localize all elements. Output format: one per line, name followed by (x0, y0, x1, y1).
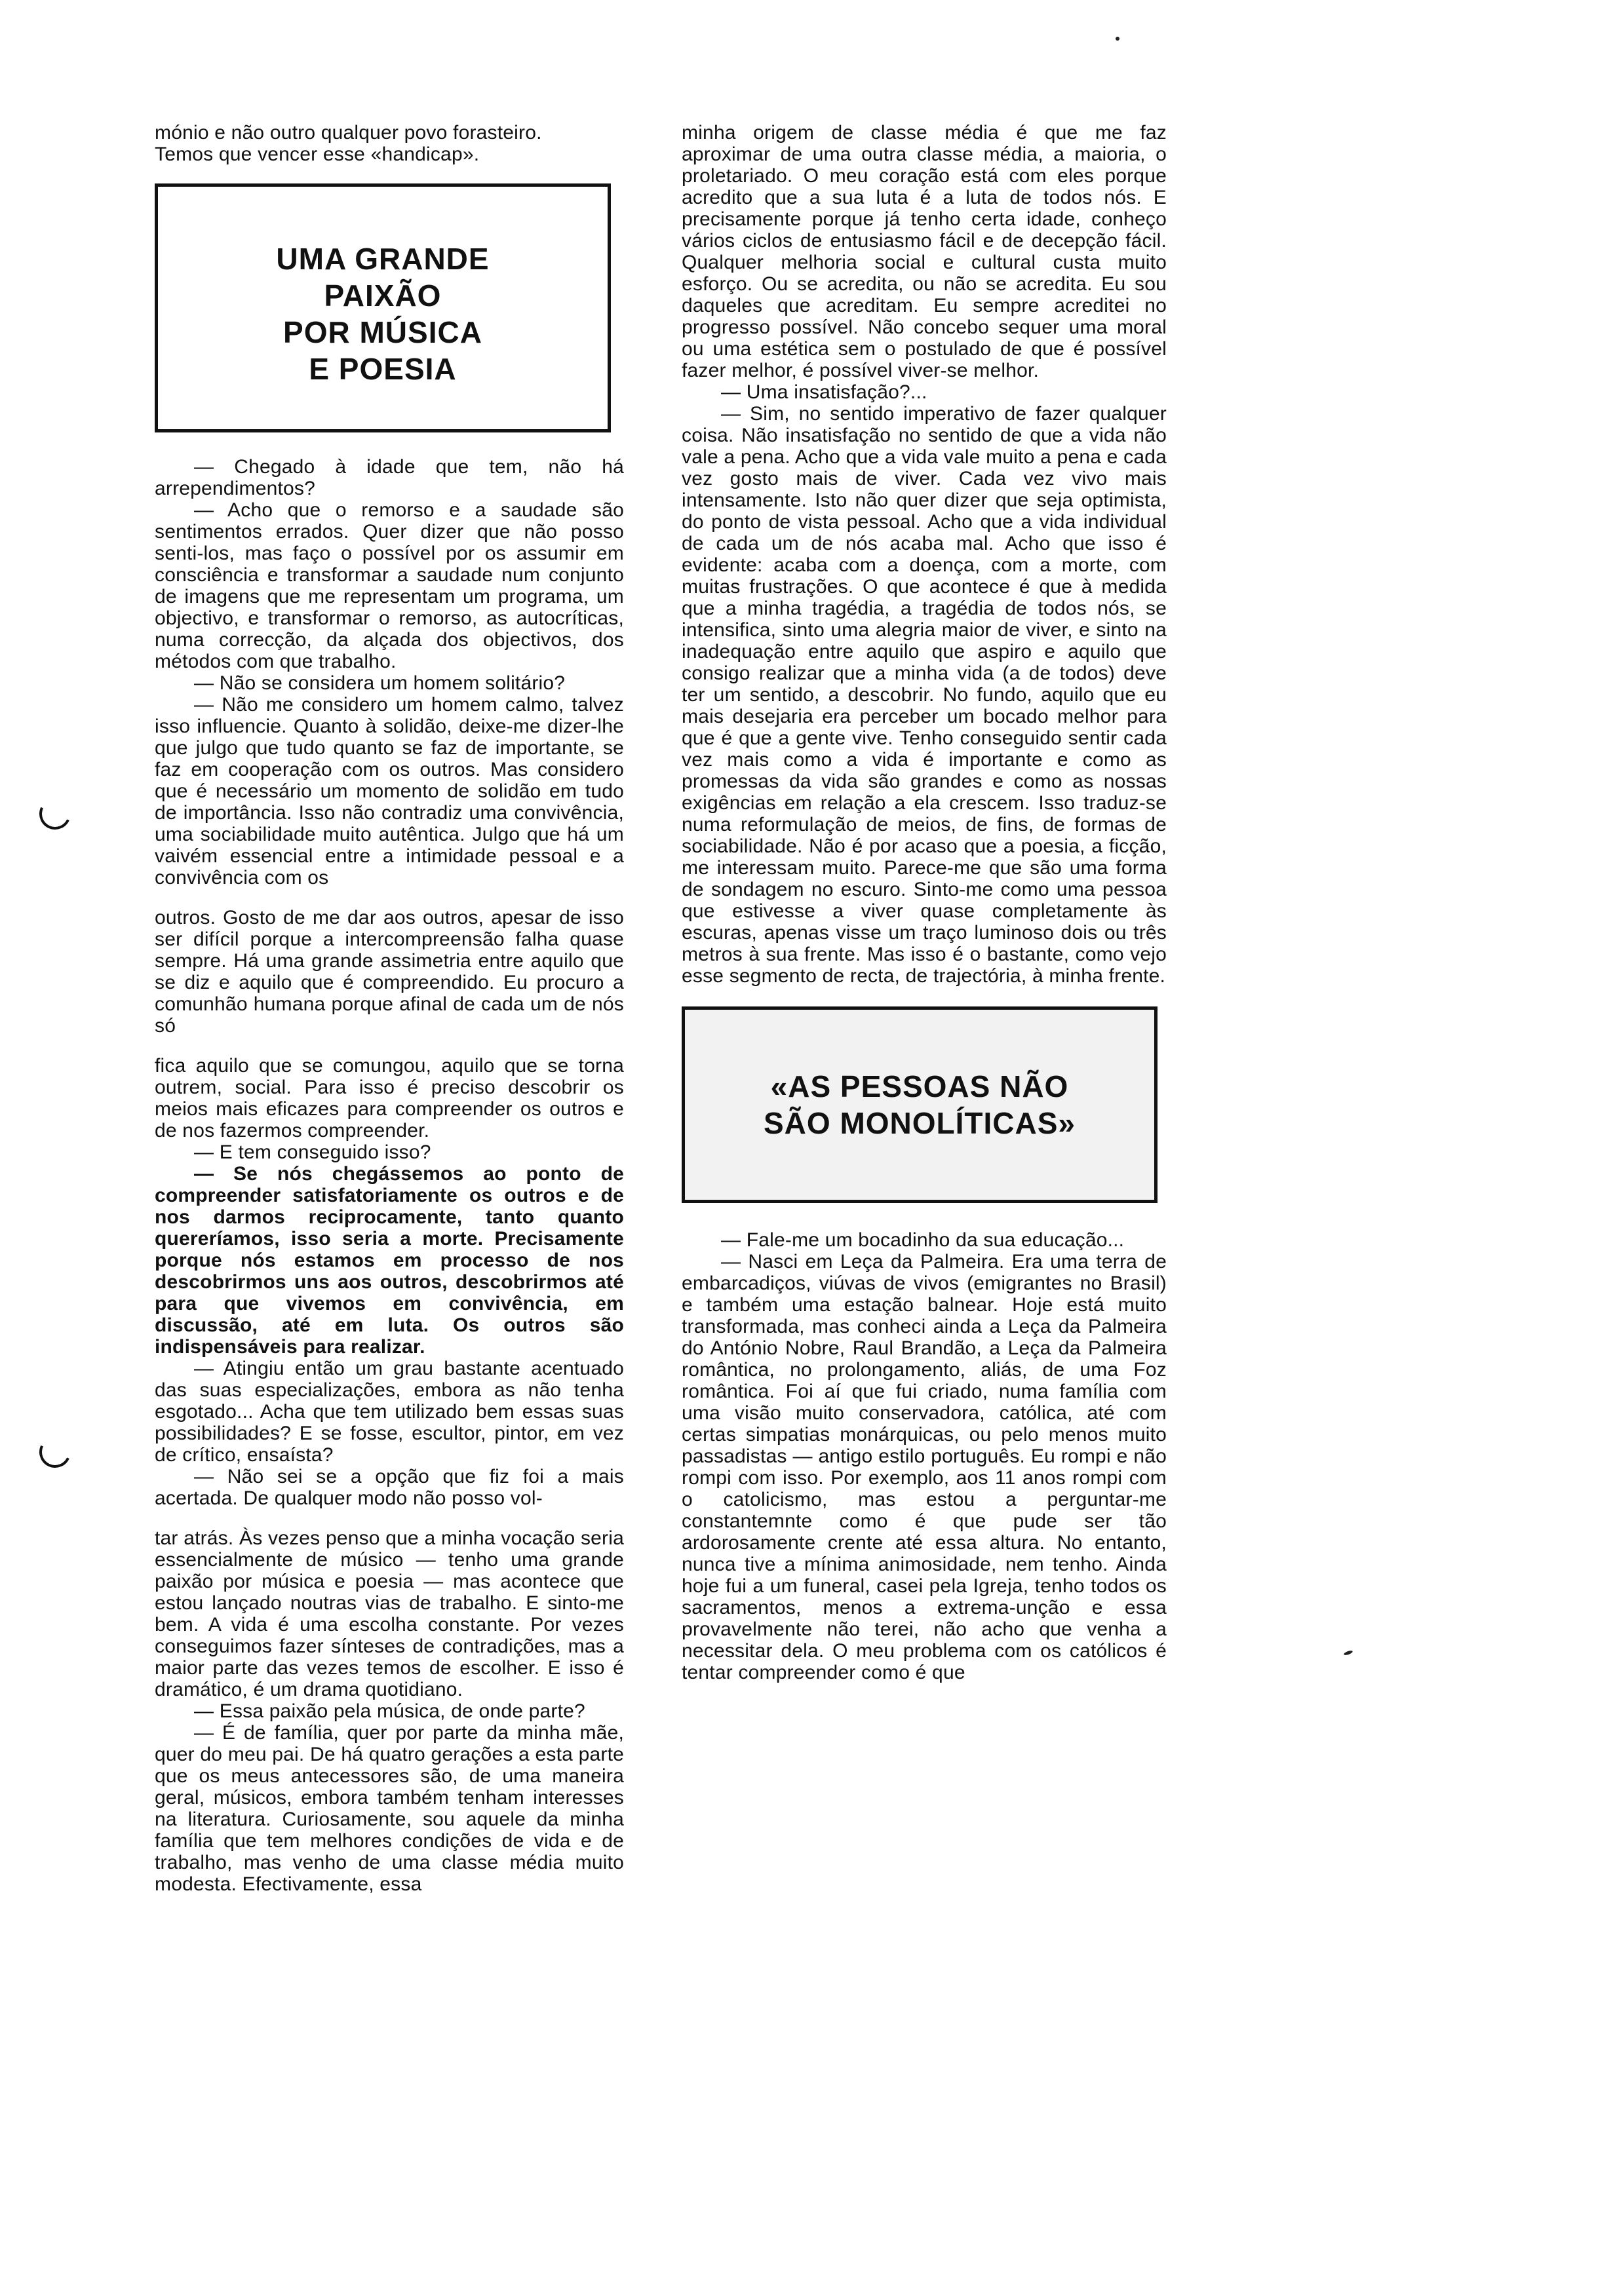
article-paragraph: — Nasci em Leça da Palmeira. Era uma terra de embarcadiços, viúvas de vivos (emigrantes no Brasil) e também uma estação balnear. Hoje está muito transformada, mas conheci ainda a Leça da Palmeira do António Nobre, Raul Brandão, a Leça da Palmeira romântica, no prolongamento, aliás, de uma Foz romântica. Foi aí que fui criado, numa família com uma visão muito conservadora, católica, até com certas simpatias monárquicas, ou pelo menos muito passadistas — antigo estilo português. Eu rompi e não rompi com isso. Por exemplo, aos 11 anos rompi com o catolicismo, mas estou a perguntar-me constantemnte como é que pude ser tão ardorosamente crente até essa altura. No entanto, nunca tive a mínima animosidade, nem tenho. Ainda hoje fui a um funeral, casei pela Igreja, tenho todos os sacramentos, menos a extrema-unção e essa provavelmente não terei, não acho que venha a necessitar dela. O meu problema com os católicos é tentar compreender como é que (682, 1251, 1167, 1683)
article-paragraph: tar atrás. Às vezes penso que a minha vocação seria essencialmente de músico — tenho uma grande paixão por música e poesia — mas acontece que estou lançado noutras vias de trabalho. E sinto-me bem. A vida é uma escolha constante. Por vezes conseguimos fazer sínteses de contradições, mas a maior parte das vezes temos de escolher. E isso é dramático, é um drama quotidiano. (155, 1527, 624, 1700)
headline-box-monoliticas (682, 1006, 1158, 1203)
right-body-text-top (682, 122, 1167, 987)
article-paragraph: — Chegado à idade que tem, não há arrependimentos? (155, 456, 624, 499)
margin-bracket-mark (35, 1432, 75, 1472)
article-paragraph: — Não me considero um homem calmo, talvez isso influencie. Quanto à solidão, deixe-me dizer-lhe que julgo que tudo quanto se faz de importante, se faz em cooperação com os outros. Mas considero que é necessário um momento de solidão em tudo de importância. Isso não contradiz uma convivência, uma sociabilidade muito autêntica. Julgo que há um vaivém essencial entre a intimidade pessoal e a convivência com os (155, 694, 624, 889)
article-paragraph: — Fale-me um bocadinho da sua educação... (721, 1229, 1125, 1251)
left-body-text (155, 456, 624, 1895)
article-paragraph: — Atingiu então um grau bastante acentuado das suas especializações, embora as não tenha esgotado... Acha que tem utilizado bem essas suas possibilidades? E se fosse, escultor, pintor, em vez de crítico, ensaísta? (155, 1358, 624, 1466)
article-paragraph: — Se nós chegássemos ao ponto de compreender satisfatoriamente os outros e de nos darmos reciprocamente, tanto quanto quereríamos, isso seria a morte. Precisamente porque nós estamos em processo de nos descobrirmos uns aos outros, descobrirmos até para que vivemos em convivência, em discussão, até em luta. Os outros são indispensáveis para realizar. (155, 1163, 624, 1358)
intro-line: mónio e não outro qualquer povo forasteiro. (155, 122, 542, 144)
article-paragraph: — É de família, quer por parte da minha mãe, quer do meu pai. De há quatro gerações a esta parte que os meus antecessores são, de uma maneira geral, músicos, embora também tenham interesses na literatura. Curiosamente, sou aquele da minha família que tem melhores condições de vida e de trabalho, mas venho de uma classe média muito modesta. Efectivamente, essa (155, 1722, 624, 1895)
article-paragraph: — Acho que o remorso e a saudade são sentimentos errados. Quer dizer que não posso senti-los, mas faço o possível por os assumir em consciência e transformar a saudade num conjunto de imagens que me representam um programa, um objectivo, e transformar o remorso, as autocríticas, numa correcção, da alçada dos objectivos, dos métodos com que trabalho. (155, 499, 624, 672)
right-column (682, 122, 1167, 1683)
intro-lines (155, 122, 624, 165)
article-paragraph: fica aquilo que se comungou, aquilo que se torna outrem, social. Para isso é preciso descobrir os meios mais eficazes para compreender os outros e de nos fazermos compreender. (155, 1055, 624, 1141)
article-paragraph: minha origem de classe média é que me faz aproximar de uma outra classe média, a maioria, o proletariado. O meu coração está com eles porque acredito que a sua luta é a luta de todos nós. E precisamente porque já tenho certa idade, conheço vários ciclos de entusiasmo fácil e de decepção fácil. Qualquer melhoria social e cultural custa muito esforço. Ou se acredita, ou não se acredita. Eu sou daqueles que acreditam. Eu sempre acreditei no progresso possível. Não concebo sequer uma moral ou uma estética sem o postulado de que é possível fazer melhor, é possível viver-se melhor. (682, 122, 1167, 381)
article-paragraph: outros. Gosto de me dar aos outros, apesar de isso ser difícil porque a intercompreensão falha quase sempre. Há uma grande assimetria entre aquilo que se diz e aquilo que é compreendido. Eu procuro a comunhão humana porque afinal de cada um de nós só (155, 907, 624, 1037)
scan-speck (1344, 1650, 1353, 1656)
scan-speck (1116, 37, 1119, 41)
column-break-gap (155, 889, 624, 907)
article-paragraph: — Não se considera um homem solitário? (194, 672, 566, 694)
headline-monoliticas: «AS PESSOAS NÃO SÃO MONOLÍTICAS» (763, 1069, 1076, 1140)
article-paragraph: — Essa paixão pela música, de onde parte? (194, 1700, 585, 1722)
column-break-gap (155, 1509, 624, 1527)
article-paragraph: — Uma insatisfação?... (721, 381, 927, 403)
intro-line: Temos que vencer esse «handicap». (155, 144, 480, 165)
headline-paixao: UMA GRANDE PAIXÃO POR MÚSICA E POESIA (276, 242, 490, 386)
article-paragraph: — E tem conseguido isso? (194, 1141, 431, 1163)
column-break-gap (155, 1037, 624, 1055)
article-paragraph: — Sim, no sentido imperativo de fazer qualquer coisa. Não insatisfação no sentido de que a vida não vale a pena. Acho que a vida vale muito a pena e cada vez gosto mais de viver. Cada vez vivo mais intensamente. Isto não quer dizer que seja optimista, do ponto de vista pessoal. Acho que a vida individual de cada um de nós acaba mal. Acho que isso é evidente: acaba com a doença, com a morte, com muitas frustrações. O que acontece é que à medida que a minha tragédia, a tragédia de todos nós, se intensifica, sinto uma alegria maior de viver, e sinto na inadequação entre aquilo que aspiro e aquilo que consigo realizar que a minha vida (a de todos) deve ter um sentido, a descobrir. No fundo, aquilo que eu mais desejaria era perceber um bocado melhor para que é que a gente vive. Tenho conseguido sentir cada vez mais como a vida é importante e como as promessas da vida são grandes e como as nossas exigências em relação a ela crescem. Isso traduz-se numa reformulação de meios, de fins, de formas de sociabilidade. Não é por acaso que a poesia, a ficção, me interessam muito. Parece-me que são uma forma de sondagem no escuro. Sinto-me como uma pessoa que estivesse a viver quase completamente às escuras, apenas visse um traço luminoso dois ou três metros à sua frente. Mas isso é o bastante, como vejo esse segmento de recta, de trajectória, à minha frente. (682, 403, 1167, 987)
right-body-text-bottom (682, 1229, 1167, 1683)
margin-bracket-mark (35, 794, 75, 834)
left-column (155, 122, 624, 1895)
article-paragraph: — Não sei se a opção que fiz foi a mais acertada. De qualquer modo não posso vol- (155, 1466, 624, 1509)
headline-box-paixao (155, 183, 611, 432)
